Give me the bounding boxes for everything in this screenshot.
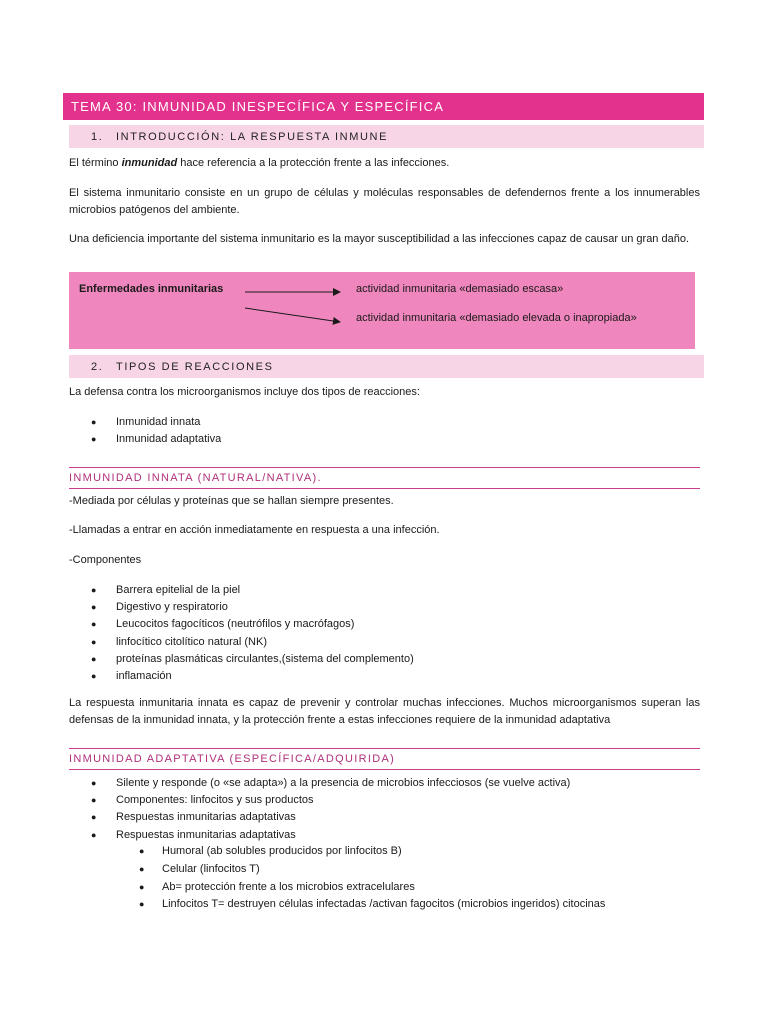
section-number: 2. <box>91 360 104 373</box>
bullet-icon: ● <box>91 795 97 806</box>
adaptativa-list <box>69 775 570 844</box>
section-heading-text: INTRODUCCIÓN: LA RESPUESTA INMUNE <box>116 130 389 143</box>
list-item <box>69 861 605 879</box>
bullet-icon: ● <box>91 778 97 788</box>
paragraph-defensa: La defensa contra los microorganismos incluye dos tipos de reacciones: <box>69 386 420 398</box>
list-item <box>69 843 605 861</box>
list-item <box>69 634 414 651</box>
paragraph-inmunidad-definition <box>69 155 700 172</box>
list-item-text: Respuestas inmunitarias adaptativas <box>116 811 296 824</box>
subsection-heading-innata <box>69 469 700 489</box>
bullet-icon: ● <box>91 670 97 681</box>
innata-components-list <box>69 582 414 685</box>
bullet-icon: ● <box>91 585 97 595</box>
list-item-text: Digestivo y respiratorio <box>116 601 228 614</box>
list-item <box>69 809 570 826</box>
bullet-icon: ● <box>91 653 97 664</box>
subsection-heading-text: INMUNIDAD INNATA (NATURAL/NATIVA). <box>69 472 322 484</box>
bullet-icon: ● <box>91 619 97 630</box>
bullet-icon: ● <box>139 899 145 910</box>
immune-disease-diagram <box>69 272 695 349</box>
list-item-text: linfocítico citolítico natural (NK) <box>116 635 267 648</box>
list-item <box>69 792 570 809</box>
divider <box>69 748 700 749</box>
bullet-icon: ● <box>91 417 97 427</box>
paragraph-innata-summary: La respuesta inmunitaria innata es capaz de prevenir y controlar muchas infecciones. Muchos microorganismos superan las defensas de la inmunidad innata, y la protección frente a estas infecciones requiere de la inmunidad adaptativa <box>69 697 700 726</box>
list-item-text: Barrera epitelial de la piel <box>116 584 241 596</box>
list-item <box>69 431 221 448</box>
bullet-icon: ● <box>139 863 145 874</box>
subsection-heading-text: INMUNIDAD ADAPTATIVA (ESPECÍFICA/ADQUIRIDA) <box>69 753 396 765</box>
arrow-to-elevada <box>245 308 340 322</box>
subsection-heading-adaptativa <box>69 750 700 770</box>
innata-line-3: -Componentes <box>69 554 142 566</box>
list-item-text: Celular (linfocitos T) <box>162 862 260 875</box>
list-item <box>69 827 570 844</box>
bullet-icon: ● <box>91 602 97 613</box>
list-item <box>69 651 414 668</box>
diagram-label: Enfermedades inmunitarias <box>79 283 224 295</box>
list-item-text: Inmunidad innata <box>116 416 201 428</box>
section-heading-tipos <box>69 355 704 378</box>
list-item <box>69 599 414 616</box>
text-segment: hace referencia a la protección frente a las infecciones. <box>177 157 450 169</box>
list-item-text: Leucocitos fagocíticos (neutrófilos y macrófagos) <box>116 618 355 631</box>
innata-line-2: -Llamadas a entrar en acción inmediatamente en respuesta a una infección. <box>69 524 440 536</box>
bullet-icon: ● <box>139 846 145 856</box>
diagram-result-escasa: actividad inmunitaria «demasiado escasa» <box>356 283 564 295</box>
list-item-text: Respuestas inmunitarias adaptativas <box>116 828 296 841</box>
list-item <box>69 668 414 685</box>
list-item-text: Inmunidad adaptativa <box>116 433 222 446</box>
list-item-text: Ab= protección frente a los microbios extracelulares <box>162 880 415 893</box>
bullet-icon: ● <box>91 812 97 823</box>
list-item-text: Silente y responde (o «se adapta») a la presencia de microbios infecciosos (se vuelve activa) <box>116 777 571 789</box>
bullet-icon: ● <box>91 636 97 647</box>
list-item <box>69 616 414 633</box>
paragraph-deficiencia: Una deficiencia importante del sistema inmunitario es la mayor susceptibilidad a las infecciones capaz de causar un gran daño. <box>69 233 690 245</box>
emphasis-term: inmunidad <box>121 157 178 169</box>
bullet-icon: ● <box>139 881 145 892</box>
list-item-text: proteínas plasmáticas circulantes,(sistema del complemento) <box>116 652 414 665</box>
list-item <box>69 896 605 914</box>
section-heading-introduccion <box>69 125 704 148</box>
bullet-icon: ● <box>91 434 97 445</box>
text-segment: El término <box>69 157 122 169</box>
bullet-icon: ● <box>91 829 97 840</box>
reaction-types-list <box>69 414 221 448</box>
list-item <box>69 879 605 897</box>
adaptativa-sublist <box>69 843 605 914</box>
innata-line-1: -Mediada por células y proteínas que se hallan siempre presentes. <box>69 495 394 507</box>
section-heading-text: TIPOS DE REACCIONES <box>116 360 274 373</box>
list-item-text: Humoral (ab solubles producidos por linfocitos B) <box>162 845 402 857</box>
divider <box>69 467 700 468</box>
list-item-text: inflamación <box>116 669 172 682</box>
list-item <box>69 582 414 599</box>
list-item <box>69 414 221 431</box>
list-item-text: Componentes: linfocitos y sus productos <box>116 794 314 807</box>
list-item <box>69 775 570 792</box>
diagram-result-elevada: actividad inmunitaria «demasiado elevada o inapropiada» <box>356 312 637 324</box>
page-title: TEMA 30: INMUNIDAD INESPECÍFICA Y ESPECÍFICA <box>63 93 704 120</box>
section-number: 1. <box>91 130 104 143</box>
paragraph-sistema-inmunitario: El sistema inmunitario consiste en un grupo de células y moléculas responsables de defendernos frente a los innumerables microbios patógenos del ambiente. <box>69 187 700 216</box>
list-item-text: Linfocitos T= destruyen células infectadas /activan fagocitos (microbios ingeridos) citocinas <box>162 898 606 911</box>
